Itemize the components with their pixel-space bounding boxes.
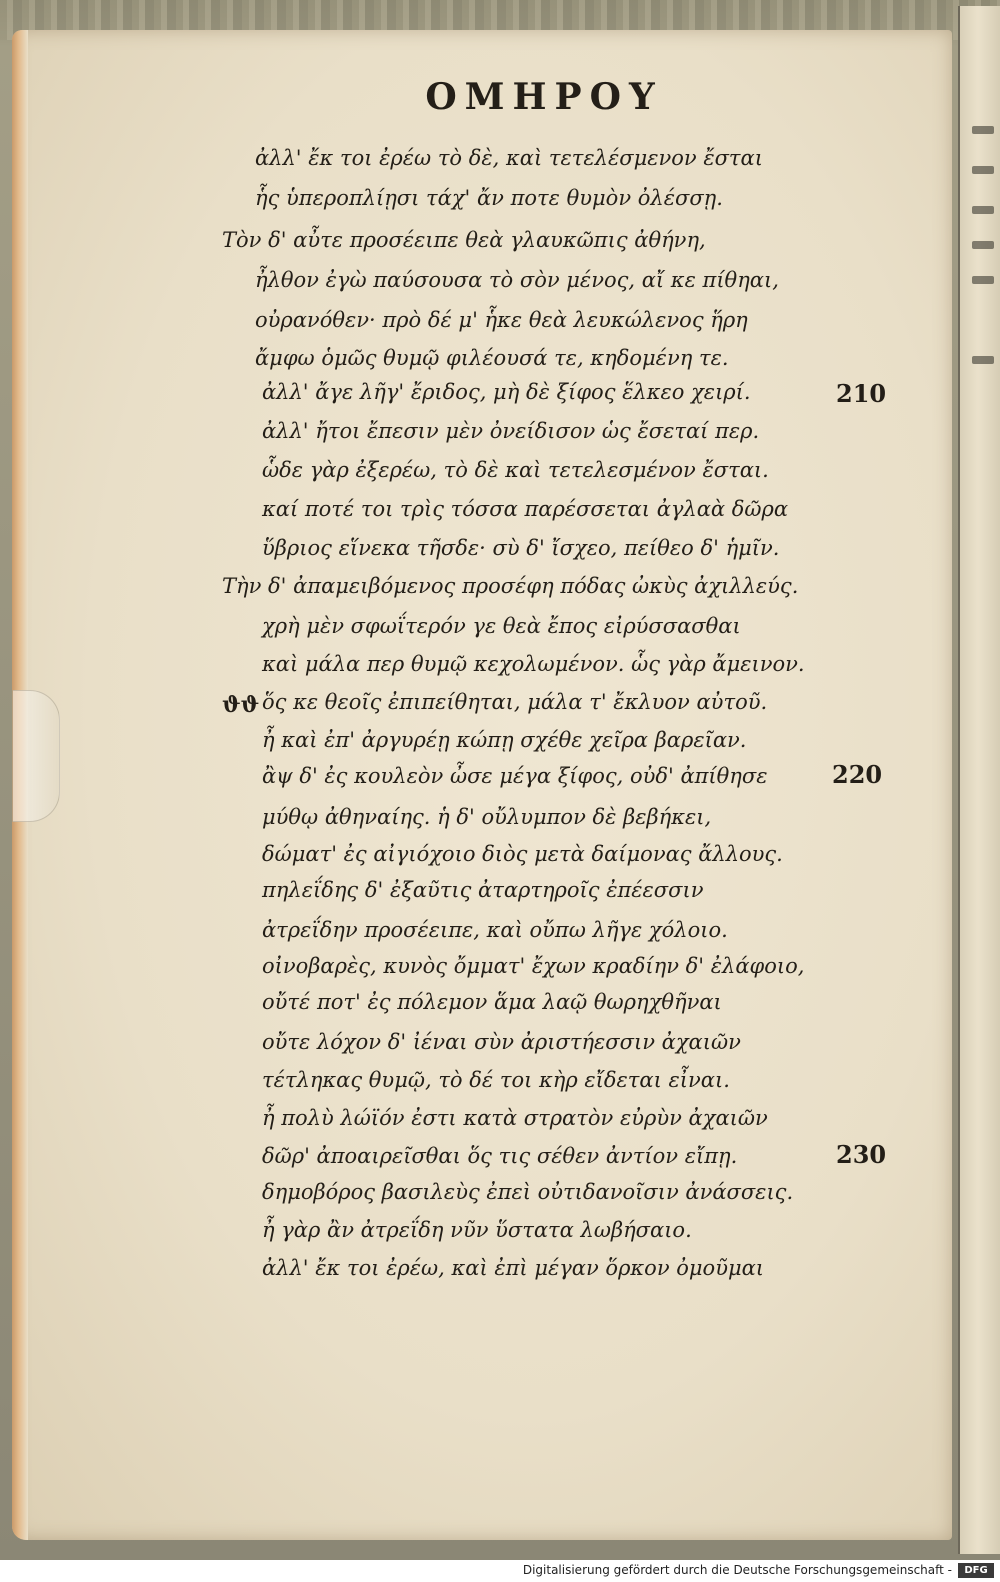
verse-line: ἀλλ' ἔκ τοι ἐρέω, καὶ ἐπὶ μέγαν ὅρκον ὀμοῦμαι <box>262 1256 765 1280</box>
verse-line: δημοβόρος βασιλεὺς ἐπεὶ οὐτιδανοῖσιν ἀνάσσεις. <box>262 1180 794 1204</box>
verse-line: ἦ πολὺ λώϊόν ἐστι κατὰ στρατὸν εὐρὺν ἀχαιῶν <box>262 1106 768 1130</box>
line-number: 210 <box>836 379 887 408</box>
verse-line: ἀλλ' ἄγε λῆγ' ἔριδος, μὴ δὲ ξίφος ἕλκεο χειρί. <box>262 380 751 404</box>
verse-line: τέτληκας θυμῷ, τὸ δέ τοι κὴρ εἴδεται εἶναι. <box>262 1068 730 1092</box>
verse-line: δῶρ' ἀποαιρεῖσθαι ὅς τις σέθεν ἀντίον εἴπῃ. <box>262 1144 738 1168</box>
verse-line: ἦ γὰρ ἂν ἀτρεΐδη νῦν ὕστατα λωβήσαιο. <box>262 1218 692 1242</box>
digitization-footer <box>0 1560 1000 1582</box>
verse-line: Τὸν δ' αὖτε προσέειπε θεὰ γλαυκῶπις ἀθήνη, <box>222 228 706 252</box>
clip-mark <box>12 690 60 822</box>
verse-line: οὔτε λόχον δ' ἰέναι σὺν ἀριστήεσσιν ἀχαιῶν <box>262 1030 741 1054</box>
verse-line: ἂψ δ' ἐς κουλεὸν ὦσε μέγα ξίφος, οὐδ' ἀπίθησε <box>262 764 768 788</box>
verse-line: καί ποτέ τοι τρὶς τόσσα παρέσσεται ἀγλαὰ δῶρα <box>262 497 789 521</box>
line-number: 230 <box>836 1140 887 1169</box>
running-header: OMHPOY <box>425 76 663 118</box>
funding-notice: Digitalisierung gefördert durch die Deutsche Forschungsgemeinschaft - <box>522 1563 952 1577</box>
facing-page-edge <box>958 6 1000 1554</box>
verse-line: δώματ' ἐς αἰγιόχοιο διὸς μετὰ δαίμονας ἄλλους. <box>262 842 783 866</box>
verse-line: ἀλλ' ἤτοι ἔπεσιν μὲν ὀνείδισον ὡς ἔσεταί περ. <box>262 419 760 443</box>
verse-line: ἄμφω ὁμῶς θυμῷ φιλέουσά τε, κηδομένη τε. <box>255 346 729 370</box>
verse-line: ὅς κε θεοῖς ἐπιπείθηται, μάλα τ' ἔκλυον αὐτοῦ. <box>262 690 768 714</box>
verse-line: Τὴν δ' ἀπαμειβόμενος προσέφη πόδας ὠκὺς ἀχιλλεύς. <box>222 574 799 598</box>
verse-line: ὧδε γὰρ ἐξερέω, τὸ δὲ καὶ τετελεσμένον ἔσται. <box>262 458 769 482</box>
line-number: 220 <box>832 760 883 789</box>
verse-line: ἧς ὑπεροπλίῃσι τάχ' ἄν ποτε θυμὸν ὀλέσσῃ. <box>255 186 723 210</box>
verse-line: καὶ μάλα περ θυμῷ κεχολωμένον. ὧς γὰρ ἄμεινον. <box>262 652 805 676</box>
margin-mark: ϑϑ <box>222 692 260 718</box>
verse-line: οἰνοβαρὲς, κυνὸς ὄμματ' ἔχων κραδίην δ' ἐλάφοιο, <box>262 954 805 978</box>
verse-line: ἦ καὶ ἐπ' ἀργυρέῃ κώπῃ σχέθε χεῖρα βαρεῖαν. <box>262 728 747 752</box>
verse-line: ἀτρεΐδην προσέειπε, καὶ οὔπω λῆγε χόλοιο. <box>262 918 728 942</box>
verse-line: οὔτέ ποτ' ἐς πόλεμον ἅμα λαῷ θωρηχθῆναι <box>262 990 722 1014</box>
verse-line: ἦλθον ἐγὼ παύσουσα τὸ σὸν μένος, αἴ κε πίθηαι, <box>255 268 779 292</box>
verse-line: πηλεΐδης δ' ἐξαῦτις ἀταρτηροῖς ἐπέεσσιν <box>262 878 704 902</box>
verse-line: χρὴ μὲν σφωΐτερόν γε θεὰ ἔπος εἰρύσσασθαι <box>262 614 741 638</box>
verse-line: ἀλλ' ἔκ τοι ἐρέω τὸ δὲ, καὶ τετελέσμενον ἔσται <box>255 146 763 170</box>
verse-line: μύθῳ ἀθηναίης. ἡ δ' οὔλυμπον δὲ βεβήκει, <box>262 805 712 829</box>
verse-line: ὕβριος εἵνεκα τῆσδε· σὺ δ' ἴσχεο, πείθεο δ' ἡμῖν. <box>262 536 780 560</box>
verse-line: οὐρανόθεν· πρὸ δέ μ' ἧκε θεὰ λευκώλενος ἥρη <box>255 308 748 332</box>
dfg-logo: DFG <box>958 1563 994 1578</box>
